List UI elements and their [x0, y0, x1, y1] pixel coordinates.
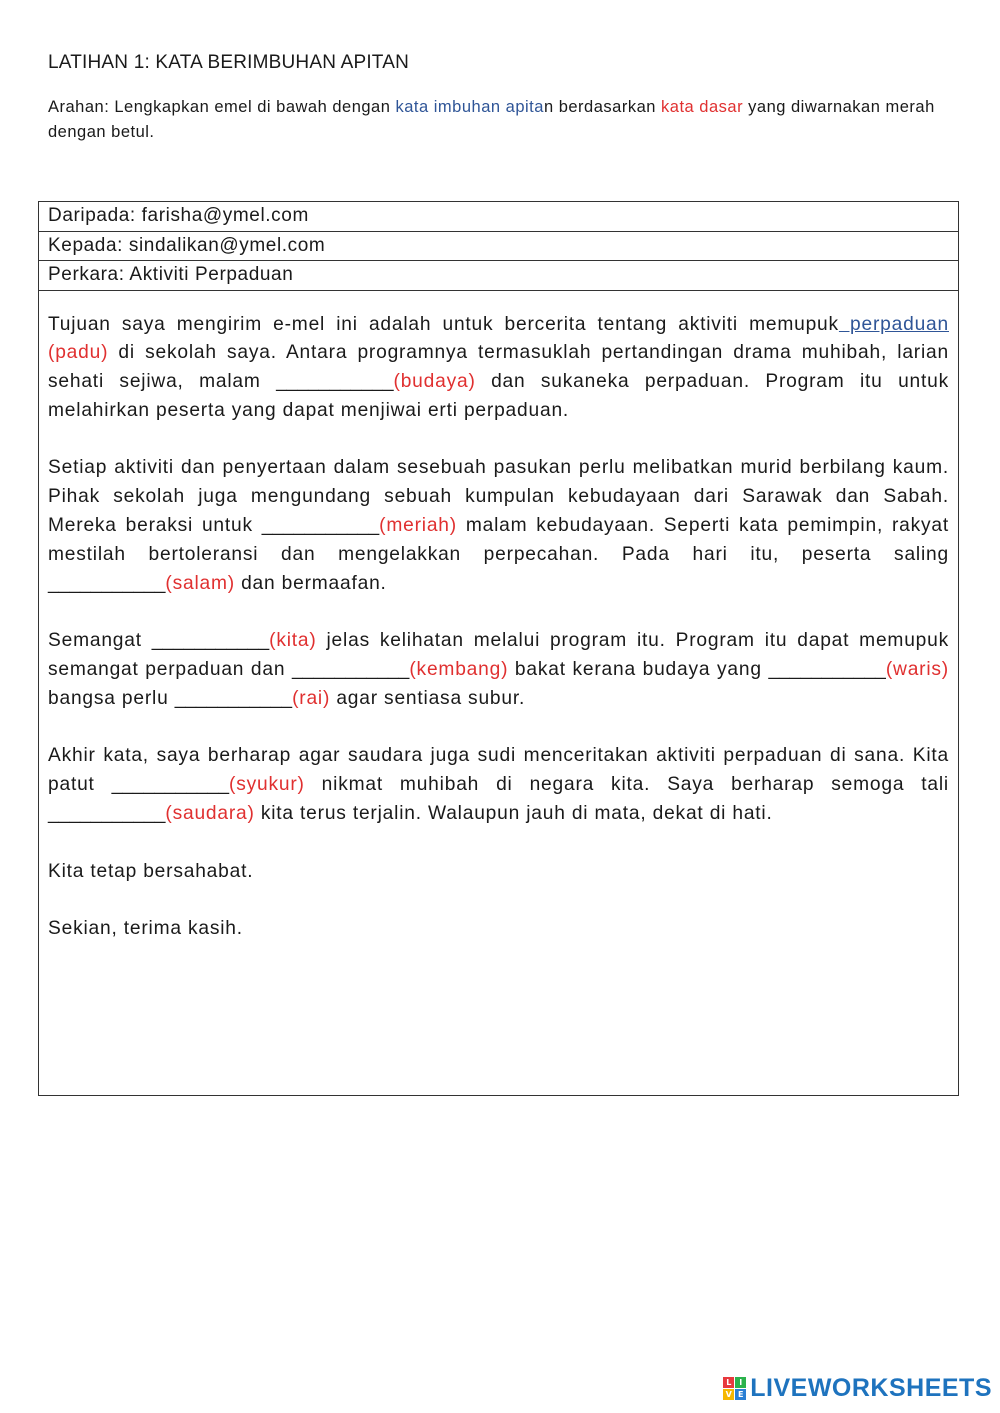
text: dan sukaneka perpaduan. Program itu untuk melahirkan peserta yang dapat menjiwai erti perpaduan. — [48, 371, 950, 421]
closing-line-1: Kita tetap bersahabat. — [48, 860, 254, 882]
logo-letter: L — [723, 1377, 734, 1388]
root-word-rai: (rai) — [292, 687, 331, 709]
worksheet-title: LATIHAN 1: KATA BERIMBUHAN APITAN — [48, 52, 409, 73]
root-word-waris: (waris) — [885, 659, 949, 681]
instruction-part-1: Arahan: Lengkapkan emel di bawah dengan — [48, 98, 396, 116]
logo-letter: V — [723, 1389, 734, 1400]
text: bakat kerana budaya yang — [508, 659, 769, 681]
paragraph-1 — [48, 311, 949, 426]
example-answer: perpaduan — [838, 313, 949, 335]
text: dan bermaafan. — [234, 572, 387, 594]
root-word-budaya: (budaya) — [393, 371, 476, 393]
answer-blank-rai[interactable]: ___________ — [174, 687, 293, 709]
email-to: Kepada: sindalikan@ymel.com — [39, 232, 958, 262]
answer-blank-budaya[interactable]: ___________ — [276, 371, 394, 393]
answer-blank-kita[interactable]: ___________ — [151, 630, 270, 652]
instruction-part-3: yang diwarnakan merah dengan betul. — [48, 98, 935, 141]
email-body — [39, 291, 958, 945]
root-word-padu: (padu) — [48, 342, 109, 364]
instruction-text — [48, 95, 958, 145]
email-box — [38, 201, 959, 1096]
instruction-part-2: n berdasarkan — [543, 98, 662, 116]
instruction-highlight-root: kata dasar — [661, 98, 744, 116]
paragraph-4 — [48, 742, 949, 828]
text: jelas kelihatan melalui program itu. Program itu dapat memupuk semangat perpaduan dan — [48, 630, 950, 681]
liveworksheets-logo[interactable] — [723, 1374, 992, 1403]
paragraph-2 — [48, 454, 949, 598]
text: Semangat — [48, 630, 152, 652]
text: kita terus terjalin. Walaupun jauh di mata, dekat di hati. — [254, 803, 773, 825]
root-word-salam: (salam) — [165, 572, 235, 594]
text: agar sentiasa subur. — [330, 687, 526, 709]
text: di sekolah saya. Antara programnya termasuklah pertandingan drama muhibah, larian sehati sejiwa, malam — [48, 342, 949, 393]
text: nikmat muhibah di negara kita. Saya berharap semoga tali — [304, 774, 949, 796]
email-from: Daripada: farisha@ymel.com — [39, 202, 958, 232]
root-word-meriah: (meriah) — [379, 515, 457, 537]
root-word-kita: (kita) — [269, 630, 317, 652]
text: Akhir kata, saya berharap agar saudara juga sudi menceritakan aktiviti perpaduan di sana. Kita patut — [48, 745, 949, 796]
text: malam kebudayaan. Seperti kata pemimpin, rakyat mestilah bertoleransi dan mengelakkan perpecahan. Pada hari itu, peserta saling — [48, 515, 949, 565]
root-word-saudara: (saudara) — [165, 803, 255, 825]
answer-blank-kembang[interactable]: ___________ — [291, 659, 410, 681]
root-word-syukur: (syukur) — [229, 774, 305, 796]
root-word-kembang: (kembang) — [409, 659, 509, 681]
answer-blank-meriah[interactable]: ___________ — [261, 515, 380, 537]
text: Tujuan saya mengirim e-mel ini adalah untuk bercerita tentang aktiviti memupuk — [48, 313, 839, 335]
logo-letter: I — [735, 1377, 746, 1388]
closing-line-2: Sekian, terima kasih. — [48, 918, 243, 940]
logo-grid-icon — [723, 1377, 746, 1400]
brand-name: LIVEWORKSHEETS — [750, 1374, 992, 1402]
answer-blank-saudara[interactable]: ___________ — [48, 803, 166, 825]
paragraph-3 — [48, 627, 949, 713]
instruction-highlight-affix: kata imbuhan apita — [395, 98, 544, 116]
text: Setiap aktiviti dan penyertaan dalam sesebuah pasukan perlu melibatkan murid berbilang kaum. Pihak sekolah juga mengundang sebuah kumpulan kebudayaan dari Sarawak dan Sabah. Mereka beraksi untuk — [48, 457, 949, 537]
answer-blank-salam[interactable]: ___________ — [48, 572, 166, 594]
answer-blank-syukur[interactable]: ___________ — [111, 774, 230, 796]
logo-letter: E — [735, 1389, 746, 1400]
email-subject: Perkara: Aktiviti Perpaduan — [39, 261, 958, 291]
text: bangsa perlu — [48, 687, 175, 709]
answer-blank-waris[interactable]: ___________ — [768, 659, 886, 681]
